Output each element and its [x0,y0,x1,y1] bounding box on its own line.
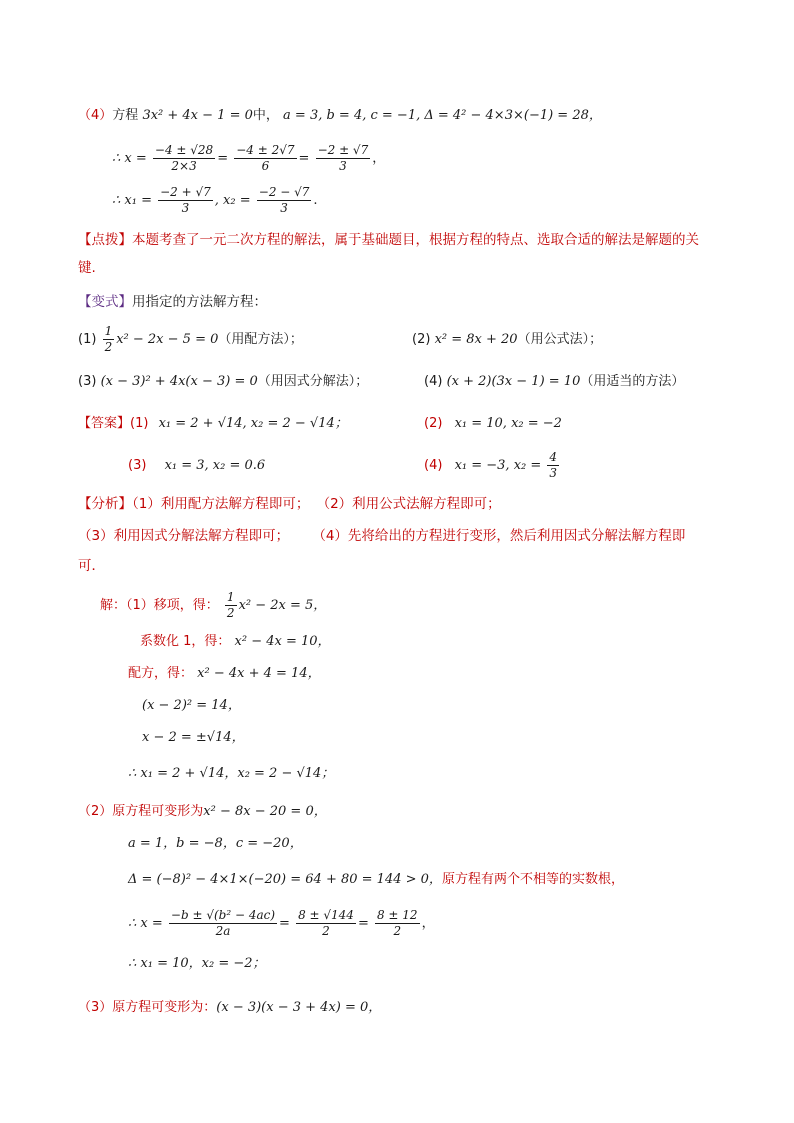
problem-3 [78,372,368,392]
fraction [257,185,312,216]
answer-value: x₁ = −3, x₂ = [454,458,542,473]
period: . [313,193,318,208]
therefore-x: ∴ x = [112,151,147,166]
fraction [103,324,115,355]
numerator: −2 + √7 [160,185,211,199]
denominator: 2 [393,924,402,938]
numerator: −4 ± 2√7 [236,143,295,157]
p4-values: a = 3, b = 4, c = −1, Δ = 4² − 4×3×(−1) = 28， [283,108,602,123]
problem-label: (2) [412,332,431,347]
p4-roots [112,182,318,220]
comment-line2: 键. [78,260,96,276]
step-label: 配方，得： [128,666,194,681]
solution-step3 [128,664,321,684]
problem-method: （用公式法）； [517,332,603,347]
fraction [547,450,559,481]
numerator: −b ± √(b² − 4ac) [170,908,276,922]
solution-part3 [78,998,381,1018]
solution-roots2: ∴ x₁ = 10，x₂ = −2； [128,956,266,971]
solution-step2 [140,632,331,652]
answer-value: x₁ = 3, x₂ = 0.6 [164,458,266,473]
part-label: （3）原方程可变形为： [78,1000,217,1015]
analysis-line2 [78,526,685,546]
answer-value: x₁ = 2 + √14, x₂ = 2 − √14； [158,416,348,431]
comment-line1 [78,230,699,250]
fraction [296,908,356,939]
answer-label: (1) [130,416,149,431]
p4-line [78,106,602,126]
analysis-step: （1）利用配方法解方程即可； [132,496,310,512]
problem-1 [78,320,303,360]
delta-equation: Δ = (−8)² − 4×1×(−20) = 64 + 80 = 144 > 0， [128,872,442,887]
step-label: 系数化 1，得： [140,634,231,649]
comment-tag: 【点拨】 [78,232,132,248]
analysis-step: （3）利用因式分解法解方程即可； [78,528,290,544]
fraction [234,143,296,174]
problem-equation: x² = 8x + 20 [434,332,518,347]
fraction [158,185,213,216]
problem-label: (1) [78,332,97,347]
p4-mid: 中， [252,108,279,123]
denominator: 2×3 [171,159,197,173]
fraction [375,908,420,939]
delta-text: 原方程有两个不相等的实数根， [441,872,624,887]
problem-label: (4) [424,374,443,389]
problem-equation: x² − 2x − 5 = 0 [116,332,219,347]
variant-text: 用指定的方法解方程： [132,294,267,310]
comma: ， [372,151,386,166]
numerator: 8 ± 12 [376,908,418,922]
numerator: −4 ± √28 [154,143,214,157]
problem-equation: (x + 2)(3x − 1) = 10 [446,374,581,389]
step-equation: x² − 4x + 4 = 14， [197,666,321,681]
answer-label: (4) [424,458,443,473]
denominator: 3 [280,201,288,215]
solution-step5: x − 2 = ±√14， [142,730,245,745]
solution-step6: ∴ x₁ = 2 + √14，x₂ = 2 − √14； [128,766,335,781]
step-equation: x² − 4x = 10， [234,634,331,649]
denominator: 2a [215,924,231,938]
problem-method: （用配方法）； [218,332,303,347]
analysis-tag: 【分析】 [78,496,132,512]
variant-line [78,292,267,312]
numerator: 8 ± √144 [298,908,354,922]
denominator: 2 [226,606,235,620]
problem-2 [412,330,602,350]
solution-step1 [100,586,326,626]
solution-delta [128,870,624,890]
solution-abc: a = 1，b = −8，c = −20， [128,836,303,851]
answer-label: (2) [424,416,443,431]
part-label: （2）原方程可变形为 [78,804,204,819]
x2-eq: , x₂ = [214,193,251,208]
fraction [153,143,215,174]
solution-part2 [78,802,327,822]
analysis-step: （4）先将给出的方程进行变形，然后利用因式分解法解方程即 [319,528,686,544]
p4-intro: 方程 [112,108,139,123]
analysis-line1 [78,494,501,514]
numerator: −2 − √7 [258,185,310,199]
numerator: 1 [104,324,113,338]
numerator: −2 ± √7 [317,143,369,157]
denominator: 3 [549,466,558,480]
analysis-step: （2）利用公式法解方程即可； [323,496,501,512]
answer-tag: 【答案】 [78,416,131,431]
answer-label: (3) [128,458,147,473]
denominator: 2 [104,340,113,354]
numerator: 1 [226,590,235,604]
solution-intro: 解：（1）移项，得： [100,598,219,613]
problem-equation: (x − 3)² + 4x(x − 3) = 0 [100,374,258,389]
comment-text: 本题考查了一元二次方程的解法，属于基础题目，根据方程的特点、选取合适的解法是解题的关 [132,232,699,248]
part-equation: x² − 8x − 20 = 0， [203,804,327,819]
problem-label: (3) [78,374,97,389]
p4-label: （4） [78,108,113,123]
denominator: 2 [322,924,330,938]
variant-tag: 【变式】 [78,294,132,310]
p4-x-formula: ∴ x = $\frac{-4 \pm √28}{2\times 3}$ = $\frac{-4 \pm 2√7}{6}$ = $\frac{-2 \pm √7}{3}$ ， [112,143,386,173]
step-equation: x² − 2x = 5， [238,598,327,613]
answer-2 [424,414,562,434]
solution-quadratic: ∴ x = $\frac{\text{−b ± √(b² − 4ac)}}{2a}$ = $\frac{8 \pm √144}{2}$ = $\frac{8 \pm 12}{2}$ ， [128,908,435,938]
problem-method: （用适当的方法） [580,374,685,389]
denominator: 3 [181,201,190,215]
answer-1 [78,414,348,434]
solution-step4: (x − 2)² = 14， [142,698,241,713]
fraction [316,143,371,174]
denominator: 6 [261,159,270,173]
fraction [169,908,277,939]
answer-3 [128,456,265,476]
p4-equation: 3x² + 4x − 1 = 0 [142,108,253,123]
problem-4 [424,372,684,392]
problem-method: （用因式分解法）； [257,374,369,389]
denominator: 3 [339,159,347,173]
answer-4 [424,446,561,486]
therefore-x: ∴ x = [128,916,163,931]
answer-value: x₁ = 10, x₂ = −2 [454,416,562,431]
analysis-line3: 可． [78,558,105,574]
fraction [225,590,237,621]
roots-lead: ∴ x₁ = [112,193,152,208]
part-equation: (x − 3)(x − 3 + 4x) = 0， [216,1000,382,1015]
numerator: 4 [549,450,558,464]
